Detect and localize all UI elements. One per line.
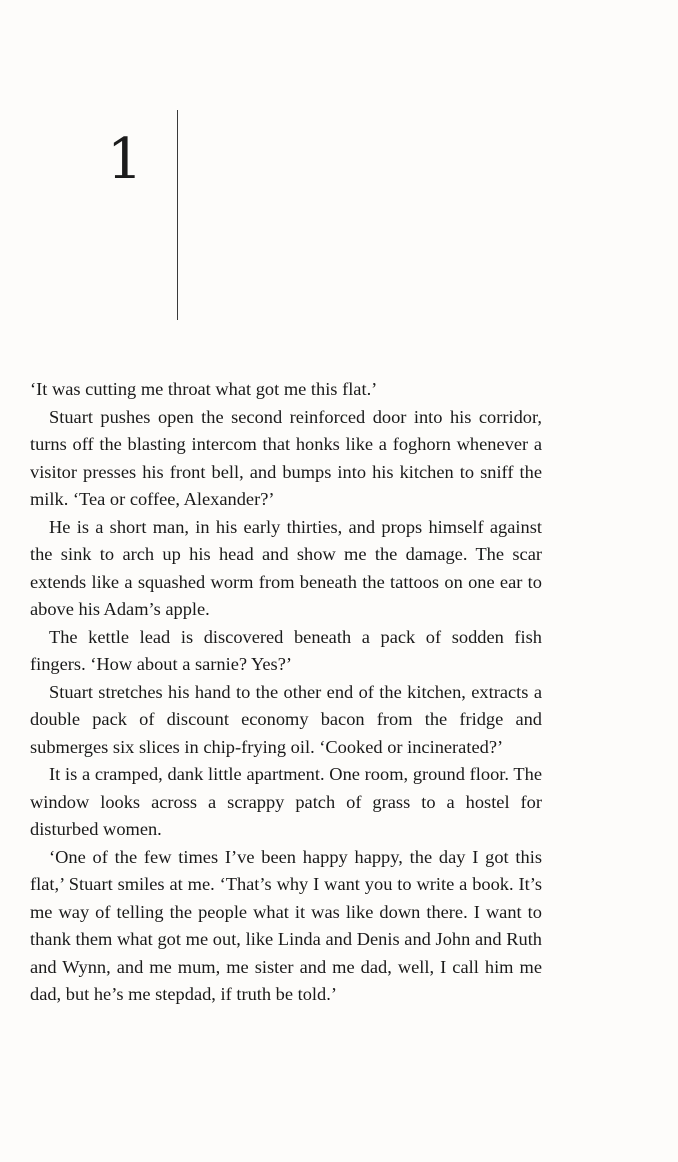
- paragraph: He is a short man, in his early thirties, and props himself against the sink to arch up his head and show me the damage. The scar extends like a squashed worm from beneath the tattoos on one ear to above his Adam’s apple.: [30, 516, 542, 619]
- paragraph: Stuart stretches his hand to the other end of the kitchen, extracts a double pack of discount economy bacon from the fridge and submerges six slices in chip-frying oil. ‘Cooked or incinerated?’: [30, 681, 542, 757]
- chapter-number: 1: [107, 127, 143, 192]
- paragraph: It is a cramped, dank little apartment. One room, ground floor. The window looks across a scrappy patch of grass to a hostel for disturbed women.: [30, 764, 542, 839]
- chapter-body-text: [30, 376, 542, 1009]
- paragraph: Stuart pushes open the second reinforced door into his corridor, turns off the blasting intercom that honks like a foghorn whenever a visitor presses his front bell, and bumps into his kitchen to sniff the milk. ‘Tea or coffee, Alexander?’: [30, 406, 542, 509]
- paragraph: ‘One of the few times I’ve been happy happy, the day I got this flat,’ Stuart smiles at me. ‘That’s why I want you to write a book. It’s me way of telling the people what it was like down there. I want to thank them what got me out, like Linda and Denis and John and Ruth and Wynn, and me mum, me sister and me dad, well, I call him me dad, but he’s me stepdad, if truth be told.’: [30, 846, 542, 1004]
- paragraph: The kettle lead is discovered beneath a pack of sodden fish fingers. ‘How about a sarnie? Yes?’: [30, 626, 542, 674]
- paragraph: ‘It was cutting me throat what got me this flat.’: [30, 379, 378, 399]
- chapter-divider-rule: [177, 110, 178, 320]
